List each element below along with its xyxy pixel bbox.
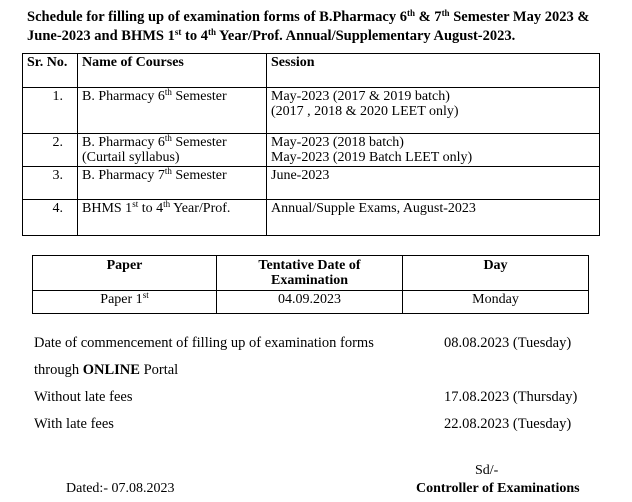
table-row <box>23 167 600 200</box>
session-line: May-2023 (2018 batch) <box>271 135 404 150</box>
paper-cell <box>33 291 217 314</box>
table-row <box>33 291 589 314</box>
session-cell <box>267 134 600 167</box>
course-sup: st <box>132 199 139 209</box>
course-sup: th <box>163 199 171 209</box>
heading-text: to 4 <box>181 28 208 44</box>
online-portal-text: through <box>34 362 83 378</box>
paper-name: Paper 1 <box>100 292 143 307</box>
course-sup: th <box>164 133 172 143</box>
course-name: Semester <box>171 168 227 183</box>
course-name-cell <box>78 200 267 236</box>
course-name-note: (Curtail syllabus) <box>82 150 180 165</box>
srno-cell: 3. <box>23 167 78 200</box>
signatory: Controller of Examinations <box>416 481 580 496</box>
course-name-cell <box>78 134 267 167</box>
course-sup: th <box>164 87 172 97</box>
heading-text: Year/Prof. Annual/Supplementary August-2023. <box>215 28 516 44</box>
exam-table <box>32 255 589 314</box>
heading-sup: th <box>406 8 415 18</box>
session-line: June-2023 <box>271 168 330 183</box>
header-srno: Sr. No. <box>23 54 78 88</box>
notice-heading <box>27 8 627 46</box>
signature: Sd/- <box>475 463 499 478</box>
heading-sup: st <box>174 27 182 37</box>
header-day: Day <box>403 256 589 291</box>
course-name: B. Pharmacy 6 <box>82 89 165 104</box>
table-row <box>23 134 600 167</box>
header-session: Session <box>267 54 600 88</box>
course-name: B. Pharmacy 7 <box>82 168 165 183</box>
date-cell: 04.09.2023 <box>217 291 403 314</box>
header-tentative-date: Tentative Date of Examination <box>217 256 403 291</box>
table-row <box>23 200 600 236</box>
srno-cell: 4. <box>23 200 78 236</box>
header-paper: Paper <box>33 256 217 291</box>
session-line: (2017 , 2018 & 2020 LEET only) <box>271 104 459 119</box>
heading-text: Schedule for filling up of examination forms of B.Pharmacy 6 <box>27 9 407 25</box>
without-late-fees-date: 17.08.2023 (Thursday) <box>444 389 578 405</box>
heading-sup: th <box>207 27 216 37</box>
online-portal-text: Portal <box>139 362 179 378</box>
session-line: Annual/Supple Exams, August-2023 <box>271 201 476 216</box>
table-row <box>23 88 600 134</box>
srno-cell: 2. <box>23 134 78 167</box>
courses-header-row <box>23 54 600 88</box>
course-name: to 4 <box>138 201 164 216</box>
online-emphasis: ONLINE <box>82 362 140 378</box>
courses-table <box>22 53 600 236</box>
session-cell <box>267 88 600 134</box>
session-cell <box>267 167 600 200</box>
session-cell <box>267 200 600 236</box>
session-line: May-2023 (2017 & 2019 batch) <box>271 89 450 104</box>
course-name: BHMS 1 <box>82 201 133 216</box>
heading-text: & 7 <box>414 9 442 25</box>
course-name: Semester <box>171 135 227 150</box>
course-sup: th <box>164 166 172 176</box>
paper-sup: st <box>142 290 149 300</box>
course-name: B. Pharmacy 6 <box>82 135 165 150</box>
srno-cell: 1. <box>23 88 78 134</box>
session-line: May-2023 (2019 Batch LEET only) <box>271 150 473 165</box>
day-cell: Monday <box>403 291 589 314</box>
online-portal-label <box>34 362 178 379</box>
course-name: Semester <box>171 89 227 104</box>
course-name: Year/Prof. <box>170 201 231 216</box>
header-course-name: Name of Courses <box>78 54 267 88</box>
heading-text: Semester May 2023 & June-2023 and BHMS 1 <box>27 9 590 44</box>
exam-header-row <box>33 256 589 291</box>
commence-date: 08.08.2023 (Tuesday) <box>444 335 572 351</box>
dated: Dated:- 07.08.2023 <box>66 481 175 496</box>
with-late-fees-date: 22.08.2023 (Tuesday) <box>444 416 572 432</box>
without-late-fees-label: Without late fees <box>34 389 133 405</box>
with-late-fees-label: With late fees <box>34 416 114 432</box>
course-name-cell <box>78 167 267 200</box>
heading-sup: th <box>441 8 450 18</box>
course-name-cell <box>78 88 267 134</box>
commence-label: Date of commencement of filling up of examination forms <box>34 335 374 351</box>
